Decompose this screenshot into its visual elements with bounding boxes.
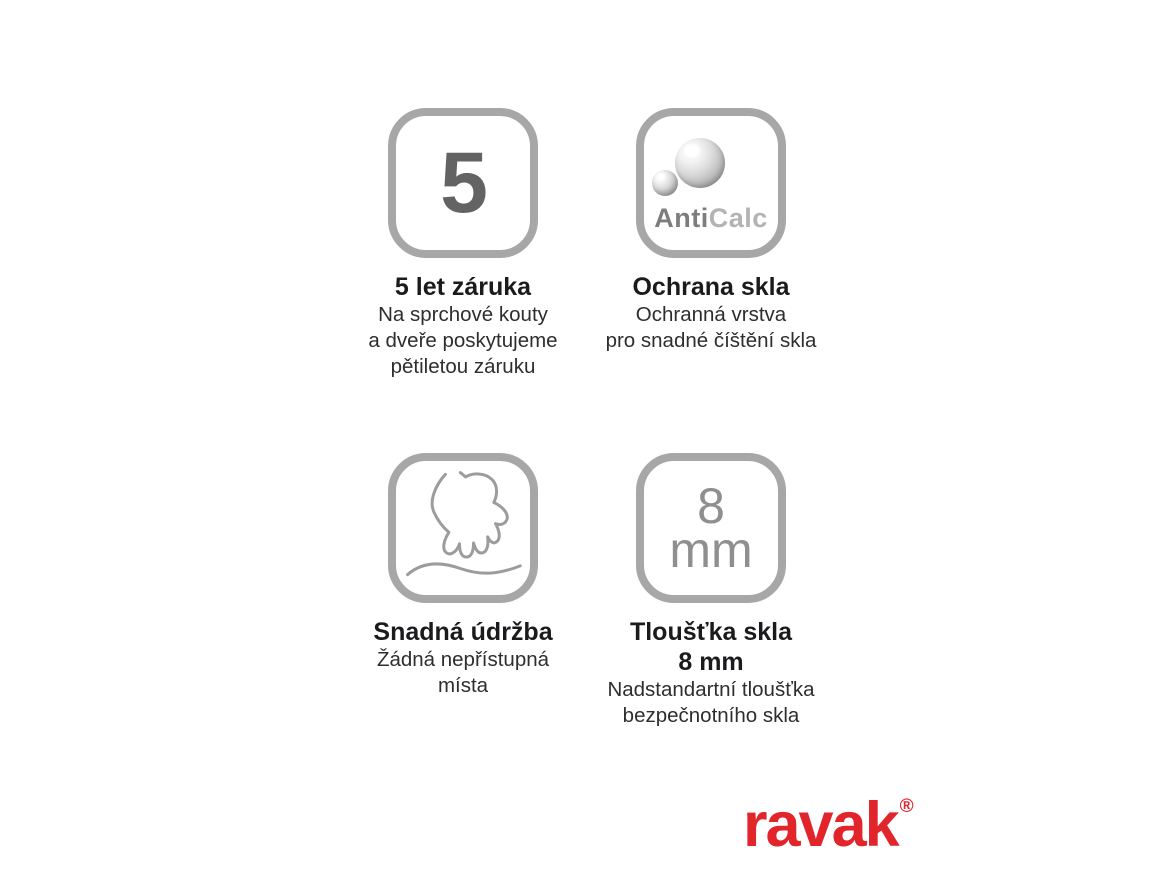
feature-description-line: Na sprchové kouty: [378, 303, 548, 326]
anticalc-calc-text: Calc: [708, 203, 768, 233]
feature-description-line: Nadstandartní tloušťka: [607, 678, 815, 701]
feature-description-line: pro snadné číštění skla: [605, 329, 817, 352]
feature-description-line: a dveře poskytujeme: [368, 329, 558, 352]
feature-title-warranty: 5 let záruka: [394, 273, 532, 301]
feature-description-line: bezpečnotního skla: [622, 704, 800, 727]
anticalc-wordmark: [644, 205, 778, 232]
feature-title-glass-thickness-value: 8 mm: [678, 648, 744, 676]
anticalc-anti-text: Anti: [654, 203, 709, 233]
ravak-logo-text: ravak: [743, 790, 898, 860]
ravak-logo: [743, 790, 914, 860]
feature-warranty: [343, 108, 583, 453]
8mm-label-line-2: mm: [669, 522, 753, 578]
water-drop-large-icon: [675, 138, 725, 188]
8mm-label: [669, 478, 753, 578]
feature-description-line: Ochranná vrstva: [635, 303, 787, 326]
glass-thickness-8mm-icon: [636, 453, 786, 603]
feature-description-line: pětiletou záruku: [390, 355, 536, 378]
warranty-5-number: 5: [440, 135, 486, 231]
8mm-label-line-1: 8: [697, 478, 725, 534]
warranty-5-icon: [388, 108, 538, 258]
registered-trademark-icon: ®: [899, 796, 914, 817]
feature-description-line: Žádná nepřístupná: [376, 648, 550, 671]
feature-grid: [343, 108, 831, 729]
anticalc-bubbles-icon: [636, 108, 786, 258]
feature-title-glass-thickness: Tloušťka skla: [629, 618, 793, 646]
hand-wipe-drawing: [397, 462, 529, 594]
feature-title-glass-protection: Ochrana skla: [632, 273, 790, 301]
feature-glass-protection: [591, 108, 831, 453]
feature-glass-thickness: [591, 453, 831, 729]
hand-wipe-icon: [388, 453, 538, 603]
feature-easy-maintenance: [343, 453, 583, 729]
feature-title-easy-maintenance: Snadná údržba: [373, 618, 553, 646]
water-drop-small-icon: [652, 170, 678, 196]
feature-description-line: místa: [437, 674, 489, 697]
